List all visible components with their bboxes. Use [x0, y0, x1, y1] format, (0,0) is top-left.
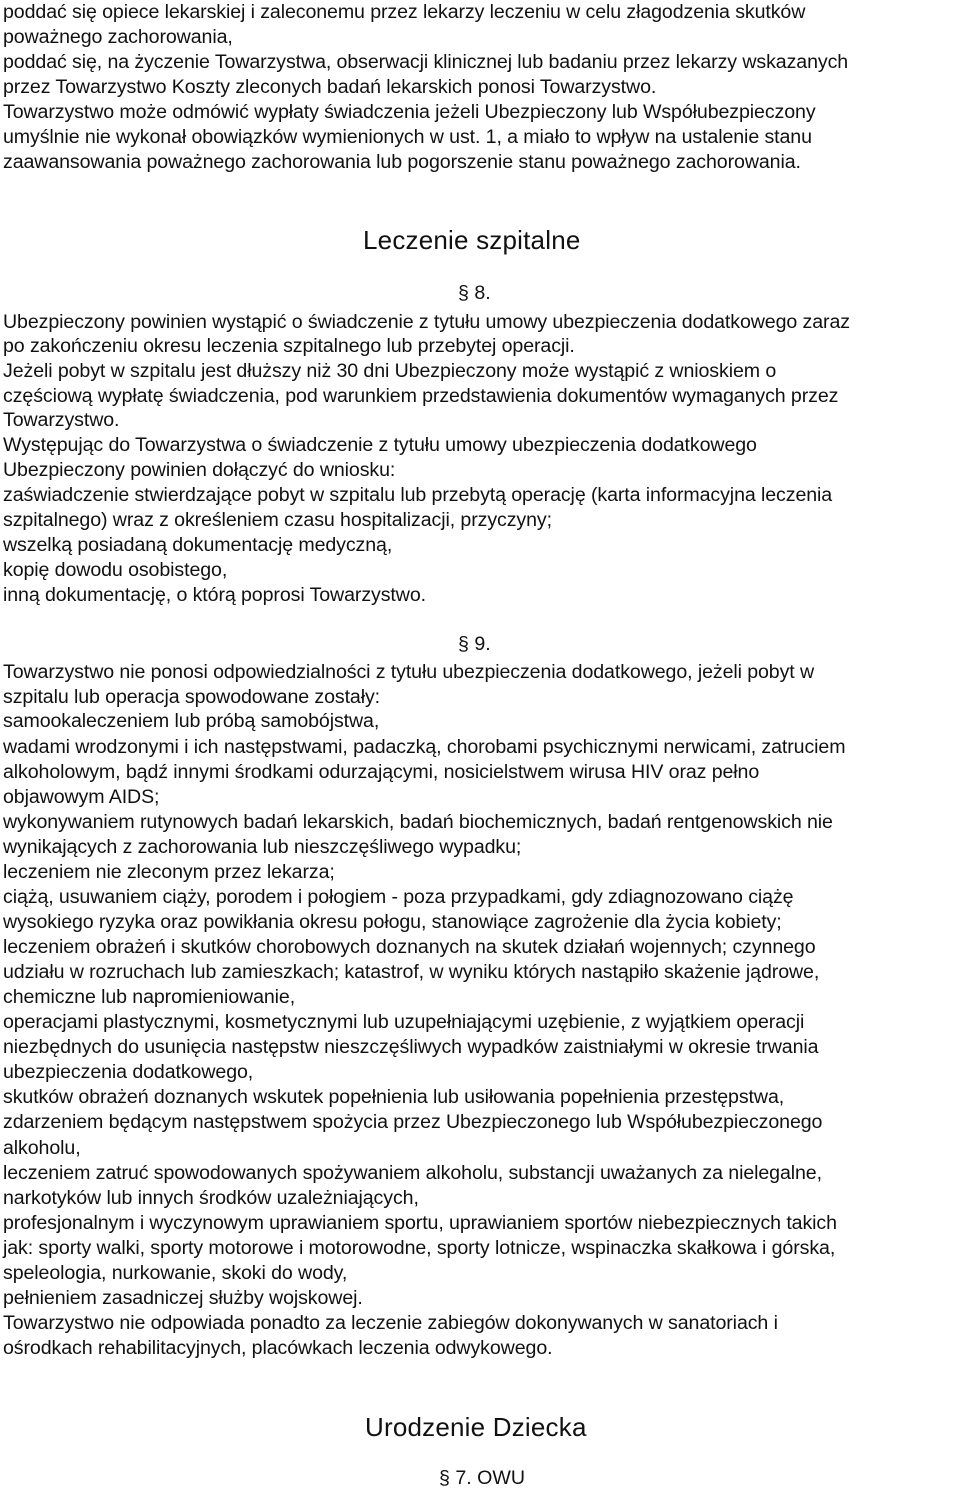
text-line: Towarzystwo nie odpowiada ponadto za leczenie zabiegów dokonywanych w sanatoriach i [3, 1312, 778, 1334]
text-line: samookaleczeniem lub próbą samobójstwa, [3, 710, 380, 732]
section-heading-hospital: Leczenie szpitalne [363, 225, 581, 255]
text-line: ośrodkach rehabilitacyjnych, placówkach leczenia odwykowego. [3, 1337, 553, 1359]
text-line: inną dokumentację, o którą poprosi Towarzystwo. [3, 584, 426, 606]
text-line: narkotyków lub innych środków uzależniających, [3, 1187, 419, 1209]
text-line: szpitalnego) wraz z określeniem czasu hospitalizacji, przyczyny; [3, 509, 552, 531]
text-line: Towarzystwo nie ponosi odpowiedzialności z tytułu ubezpieczenia dodatkowego, jeżeli pobyt w [3, 661, 815, 683]
text-line: kopię dowodu osobistego, [3, 559, 228, 581]
text-line: speleologia, nurkowanie, skoki do wody, [3, 1262, 348, 1284]
text-line: wynikających z zachorowania lub nieszczęśliwego wypadku; [3, 836, 522, 858]
text-line: poddać się opiece lekarskiej i zaleconemu przez lekarzy leczeniu w celu złagodzenia skutków [3, 1, 806, 23]
text-line: zdarzeniem będącym następstwem spożycia przez Ubezpieczonego lub Współubezpieczonego [3, 1111, 823, 1133]
text-line: umyślnie nie wykonał obowiązków wymienionych w ust. 1, a miało to wpływ na ustalenie stanu [3, 126, 812, 148]
text-line: leczeniem nie zleconym przez lekarza; [3, 861, 335, 883]
text-line: ubezpieczenia dodatkowego, [3, 1061, 254, 1083]
text-line: wszelką posiadaną dokumentację medyczną, [3, 534, 393, 556]
text-line: Występując do Towarzystwa o świadczenie z tytułu umowy ubezpieczenia dodatkowego [3, 434, 757, 456]
text-line: udziału w rozruchach lub zamieszkach; katastrof, w wyniku których nastąpiło skażenie jądrowe, [3, 961, 820, 983]
text-line: wysokiego ryzyka oraz powikłania okresu połogu, stanowiące zagrożenie dla życia kobiety; [3, 911, 782, 933]
text-line: ciążą, usuwaniem ciąży, porodem i połogiem - poza przypadkami, gdy zdiagnozowano ciążę [3, 886, 794, 908]
text-line: wykonywaniem rutynowych badań lekarskich, badań biochemicznych, badań rentgenowskich nie [3, 811, 833, 833]
text-line: niezbędnych do usunięcia następstw nieszczęśliwych wypadków zaistniałymi w okresie trwania [3, 1036, 819, 1058]
text-line: alkoholowym, bądź innymi środkami odurzającymi, nosicielstwem wirusa HIV oraz pełno [3, 761, 760, 783]
text-line: po zakończeniu okresu leczenia szpitalnego lub przebytej operacji. [3, 335, 575, 357]
text-line: jak: sporty walki, sporty motorowe i motorowodne, sporty lotnicze, wspinaczka skałkowa i górska, [3, 1237, 836, 1259]
text-line: Jeżeli pobyt w szpitalu jest dłuższy niż 30 dni Ubezpieczony może wystąpić z wnioskiem o [3, 360, 777, 382]
text-line: pełnieniem zasadniczej służby wojskowej. [3, 1287, 363, 1309]
text-line: Ubezpieczony powinien dołączyć do wniosku: [3, 459, 396, 481]
text-line: wadami wrodzonymi i ich następstwami, padaczką, chorobami psychicznymi nerwicami, zatruciem [3, 736, 846, 758]
text-line: leczeniem zatruć spowodowanych spożywaniem alkoholu, substancji uważanych za nielegalne, [3, 1162, 822, 1184]
paragraph-number: § 7. OWU [439, 1467, 526, 1489]
text-line: operacjami plastycznymi, kosmetycznymi lub uzupełniającymi uzębienie, z wyjątkiem operacji [3, 1011, 805, 1033]
text-line: objawowym AIDS; [3, 786, 160, 808]
text-line: szpitalu lub operacja spowodowane zostały: [3, 686, 381, 708]
paragraph-number: § 8. [458, 282, 491, 304]
text-line: zaawansowania poważnego zachorowania lub pogorszenie stanu poważnego zachorowania. [3, 151, 801, 173]
text-line: alkoholu, [3, 1137, 81, 1159]
text-line: zaświadczenie stwierdzające pobyt w szpitalu lub przebytą operację (karta informacyjna leczenia [3, 484, 833, 506]
text-line: chemiczne lub napromieniowanie, [3, 986, 296, 1008]
text-line: poważnego zachorowania, [3, 26, 233, 48]
text-line: Ubezpieczony powinien wystąpić o świadczenie z tytułu umowy ubezpieczenia dodatkowego zaraz [3, 311, 850, 333]
text-line: Towarzystwo może odmówić wypłaty świadczenia jeżeli Ubezpieczony lub Współubezpieczony [3, 101, 816, 123]
text-line: Towarzystwo. [3, 409, 120, 431]
section-heading-childbirth: Urodzenie Dziecka [365, 1412, 587, 1442]
text-line: przez Towarzystwo Koszty zleconych badań lekarskich ponosi Towarzystwo. [3, 76, 657, 98]
text-line: leczeniem obrażeń i skutków chorobowych doznanych na skutek działań wojennych; czynnego [3, 936, 816, 958]
text-line: skutków obrażeń doznanych wskutek popełnienia lub usiłowania popełnienia przestępstwa, [3, 1086, 785, 1108]
text-line: poddać się, na życzenie Towarzystwa, obserwacji klinicznej lub badaniu przez lekarzy wskazanych [3, 51, 849, 73]
paragraph-number: § 9. [458, 633, 491, 655]
text-line: profesjonalnym i wyczynowym uprawianiem sportu, uprawianiem sportów niebezpiecznych takich [3, 1212, 837, 1234]
text-line: częściową wypłatę świadczenia, pod warunkiem przedstawienia dokumentów wymaganych przez [3, 385, 839, 407]
